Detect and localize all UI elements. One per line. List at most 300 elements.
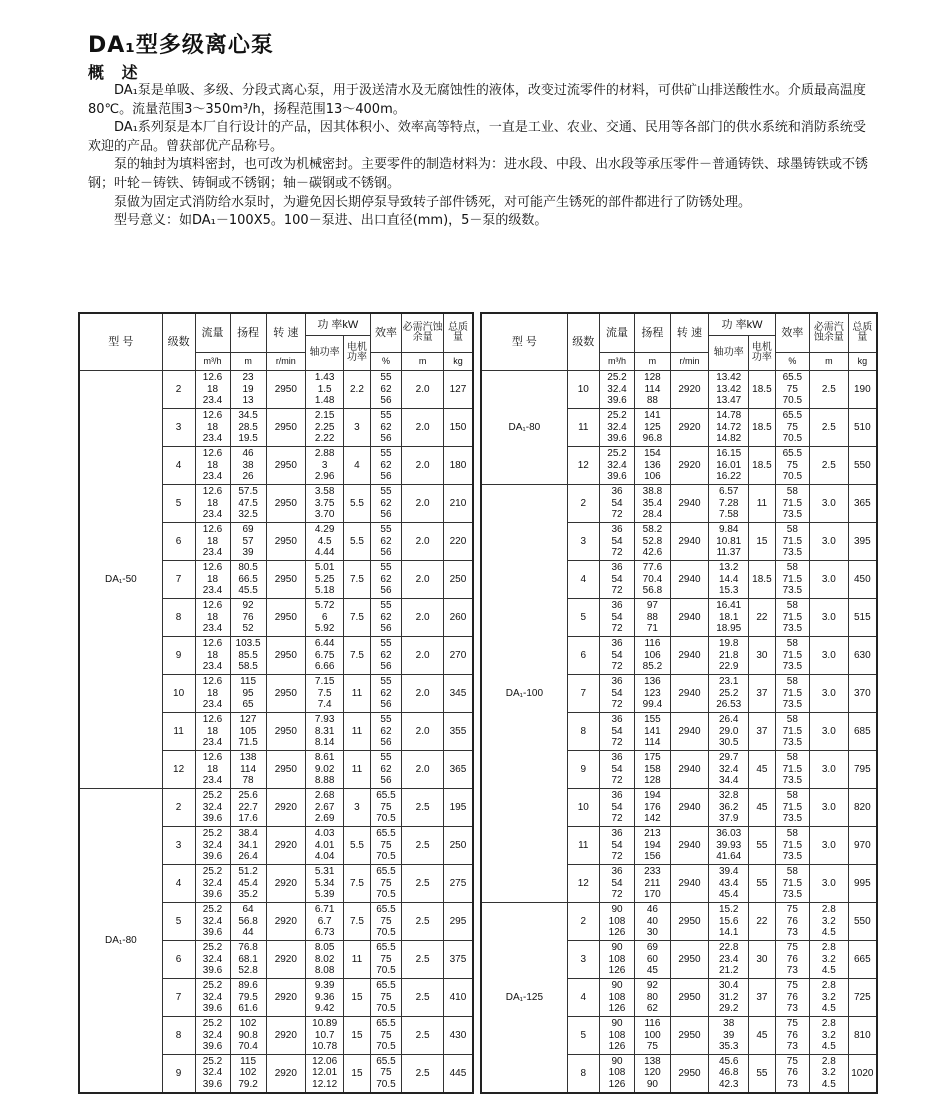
npsh-cell-value: 3.2 (821, 1067, 836, 1079)
stage-cell: 12 (567, 447, 599, 485)
speed-cell: 2950 (670, 1055, 709, 1093)
model-cell: DA₁-100 (481, 485, 567, 903)
flow-cell-value: 39.6 (202, 1041, 223, 1053)
speed-cell: 2940 (670, 599, 709, 637)
head-cell-value: 141 (644, 725, 661, 737)
shaft-power-cell (306, 1017, 344, 1055)
shaft-power-cell-value: 14.78 (716, 410, 742, 422)
efficiency-cell-value: 75 (380, 953, 392, 965)
flow-cell-value: 36 (611, 562, 623, 574)
flow-cell-value: 25.2 (202, 790, 223, 802)
head-cell (635, 789, 670, 827)
npsh-cell: 2.5 (402, 865, 444, 903)
shaft-power-cell-value: 23.4 (718, 953, 739, 965)
shaft-power-cell-value: 43.4 (718, 877, 739, 889)
head-cell (635, 1055, 670, 1093)
head-cell-value: 58.2 (642, 524, 663, 536)
flow-cell-value: 90 (611, 1055, 623, 1067)
unit-npsh: m (809, 353, 848, 371)
shaft-power-cell (709, 447, 749, 485)
efficiency-cell-value: 56 (380, 661, 392, 673)
flow-cell-value: 23.4 (202, 509, 223, 521)
efficiency-cell-value: 55 (380, 486, 392, 498)
efficiency-cell-value: 75 (380, 801, 392, 813)
head-cell-value: 62 (646, 1003, 658, 1015)
npsh-cell: 2.0 (402, 409, 444, 447)
shaft-power-cell (306, 637, 344, 675)
head-cell-value: 194 (644, 839, 661, 851)
efficiency-cell (775, 941, 809, 979)
efficiency-cell (775, 751, 809, 789)
head-cell-value: 155 (644, 714, 661, 726)
flow-cell (599, 485, 634, 523)
efficiency-cell-value: 62 (380, 459, 392, 471)
model-cell: DA₁-80 (481, 371, 567, 485)
efficiency-cell-value: 65.5 (376, 828, 396, 840)
shaft-power-cell (709, 637, 749, 675)
header-shaft-power: 轴功率 (709, 336, 749, 371)
efficiency-cell-value: 70.5 (376, 965, 396, 977)
npsh-cell-value: 2.8 (821, 980, 836, 992)
head-cell-value: 127 (239, 714, 257, 726)
efficiency-cell-value: 65.5 (782, 410, 803, 422)
mass-cell: 250 (443, 561, 473, 599)
flow-cell (599, 827, 634, 865)
unit-npsh: m (402, 353, 444, 371)
head-cell-value: 52 (242, 623, 254, 635)
speed-cell: 2950 (266, 713, 305, 751)
efficiency-cell (370, 447, 402, 485)
efficiency-cell-value: 73.5 (782, 699, 803, 711)
stage-cell: 3 (162, 409, 195, 447)
shaft-power-cell-value: 35.3 (718, 1041, 739, 1053)
head-cell (635, 409, 670, 447)
npsh-cell: 2.5 (809, 371, 848, 409)
flow-cell-value: 25.2 (202, 942, 223, 954)
shaft-power-cell-value: 45.6 (718, 1055, 739, 1067)
efficiency-cell-value: 62 (380, 649, 392, 661)
flow-cell (195, 485, 230, 523)
npsh-cell: 3.0 (809, 827, 848, 865)
efficiency-cell (370, 903, 402, 941)
shaft-power-cell (709, 675, 749, 713)
unit-efficiency: % (370, 353, 402, 371)
efficiency-cell (370, 675, 402, 713)
shaft-power-cell-value: 14.82 (716, 433, 742, 445)
shaft-power-cell-value: 4.01 (314, 839, 335, 851)
flow-cell (195, 827, 230, 865)
head-cell-value: 76.8 (238, 942, 258, 954)
stage-cell: 8 (567, 713, 599, 751)
flow-cell-value: 108 (608, 953, 626, 965)
shaft-power-cell-value: 2.22 (314, 433, 335, 445)
head-cell (635, 903, 670, 941)
shaft-power-cell (306, 447, 344, 485)
flow-cell-value: 23.4 (202, 661, 223, 673)
stage-cell: 6 (567, 637, 599, 675)
shaft-power-cell-value: 36.03 (716, 828, 742, 840)
head-cell-value: 80.5 (238, 562, 258, 574)
shaft-power-cell (709, 713, 749, 751)
flow-cell-value: 25.2 (607, 410, 627, 422)
flow-cell (195, 447, 230, 485)
mass-cell: 510 (848, 409, 877, 447)
mass-cell: 275 (443, 865, 473, 903)
efficiency-cell-value: 73.5 (782, 889, 803, 901)
flow-cell-value: 23.4 (202, 433, 223, 445)
shaft-power-cell-value: 15.6 (718, 915, 739, 927)
shaft-power-cell-value: 10.89 (312, 1018, 338, 1030)
shaft-power-cell (306, 599, 344, 637)
efficiency-cell (775, 1017, 809, 1055)
efficiency-cell-value: 65.5 (376, 942, 396, 954)
flow-cell (195, 599, 230, 637)
shaft-power-cell-value: 39.93 (716, 839, 742, 851)
npsh-cell: 2.5 (402, 979, 444, 1017)
flow-cell-value: 72 (611, 509, 623, 521)
head-cell-value: 19.5 (238, 433, 258, 445)
head-cell-value: 13 (242, 395, 254, 407)
head-cell (635, 1017, 670, 1055)
header-npsh: 必需汽蚀余量 (402, 313, 444, 353)
header-head: 扬程 (635, 313, 670, 353)
flow-cell (195, 713, 230, 751)
motor-power-cell: 5.5 (344, 827, 370, 865)
mass-cell: 725 (848, 979, 877, 1017)
efficiency-cell-value: 75 (380, 915, 392, 927)
flow-cell-value: 36 (611, 828, 623, 840)
head-cell (635, 371, 670, 409)
head-cell-value: 46 (646, 904, 658, 916)
header-flow: 流量 (599, 313, 634, 353)
efficiency-cell-value: 56 (380, 623, 392, 635)
efficiency-cell (775, 789, 809, 827)
head-cell (230, 675, 266, 713)
head-cell-value: 79.2 (238, 1079, 258, 1091)
shaft-power-cell-value: 7.15 (314, 676, 335, 688)
flow-cell (195, 1017, 230, 1055)
head-cell-value: 116 (644, 638, 661, 650)
efficiency-cell (775, 523, 809, 561)
shaft-power-cell-value: 6 (321, 611, 328, 623)
efficiency-cell-value: 71.5 (782, 763, 803, 775)
npsh-cell-value: 3.2 (821, 915, 836, 927)
shaft-power-cell-value: 13.47 (716, 395, 742, 407)
npsh-cell: 3.0 (809, 561, 848, 599)
efficiency-cell-value: 70.5 (782, 433, 803, 445)
shaft-power-cell-value: 8.14 (314, 737, 335, 749)
shaft-power-cell-value: 13.42 (716, 372, 742, 384)
head-cell (230, 903, 266, 941)
npsh-cell-value: 2.8 (821, 904, 836, 916)
efficiency-cell-value: 70.5 (376, 927, 396, 939)
head-cell (635, 561, 670, 599)
efficiency-cell (775, 561, 809, 599)
stage-cell: 10 (162, 675, 195, 713)
head-cell-value: 51.2 (238, 866, 258, 878)
model-cell: DA₁-80 (79, 789, 162, 1093)
speed-cell: 2920 (670, 409, 709, 447)
efficiency-cell-value: 75 (786, 421, 798, 433)
motor-power-cell: 2.2 (344, 371, 370, 409)
motor-power-cell: 30 (749, 637, 776, 675)
efficiency-cell-value: 73.5 (782, 775, 803, 787)
flow-cell-value: 36 (611, 866, 623, 878)
flow-cell-value: 23.4 (202, 471, 223, 483)
flow-cell-value: 25.2 (202, 1018, 223, 1030)
stage-cell: 8 (162, 599, 195, 637)
efficiency-cell-value: 73 (786, 965, 798, 977)
flow-cell-value: 32.4 (202, 839, 223, 851)
intro-text (88, 82, 878, 231)
mass-cell: 430 (443, 1017, 473, 1055)
head-cell-value: 56.8 (642, 585, 663, 597)
efficiency-cell-value: 55 (380, 410, 392, 422)
flow-cell-value: 72 (611, 585, 623, 597)
speed-cell: 2950 (266, 371, 305, 409)
efficiency-cell-value: 76 (786, 991, 798, 1003)
efficiency-cell-value: 55 (380, 638, 392, 650)
npsh-cell: 3.0 (809, 713, 848, 751)
efficiency-cell-value: 71.5 (782, 611, 803, 623)
efficiency-cell-value: 76 (786, 1029, 798, 1041)
flow-cell (195, 675, 230, 713)
npsh-cell: 3.0 (809, 485, 848, 523)
intro-paragraph: DA₁系列泵是本厂自行设计的产品，因其体积小、效率高等特点，一直是工业、农业、交通、民用等各部门的供水系统和消防系统受欢迎的产品。曾获部优产品称号。 (88, 120, 866, 154)
npsh-cell-value: 2.8 (821, 942, 836, 954)
npsh-cell: 3.0 (809, 637, 848, 675)
head-cell (230, 371, 266, 409)
flow-cell-value: 18 (206, 725, 219, 737)
head-cell (230, 789, 266, 827)
head-cell-value: 97 (646, 600, 658, 612)
shaft-power-cell-value: 6.71 (314, 904, 335, 916)
intro-paragraph: DA₁泵是单吸、多级、分段式离心泵，用于汲送清水及无腐蚀性的液体，改变过流零件的材料，可供矿山排送酸性水。介质最高温度80℃。流量范围3～350m³/h，扬程范围13～400m。 (88, 83, 866, 117)
flow-cell-value: 23.4 (202, 395, 223, 407)
efficiency-cell-value: 75 (786, 1055, 798, 1067)
flow-cell-value: 32.4 (202, 877, 223, 889)
head-cell (230, 1055, 266, 1093)
head-cell-value: 213 (644, 828, 661, 840)
efficiency-cell (775, 865, 809, 903)
flow-cell-value: 72 (611, 813, 623, 825)
shaft-power-cell (306, 561, 344, 599)
shaft-power-cell (306, 789, 344, 827)
efficiency-cell-value: 55 (380, 562, 392, 574)
spec-table-right (480, 312, 878, 1094)
shaft-power-cell-value: 4.04 (314, 851, 335, 863)
flow-cell-value: 18 (206, 459, 219, 471)
shaft-power-cell-value: 29.2 (718, 1003, 739, 1015)
shaft-power-cell-value: 8.88 (314, 775, 335, 787)
flow-cell-value: 25.2 (202, 828, 223, 840)
shaft-power-cell-value: 2.88 (314, 448, 335, 460)
efficiency-cell-value: 56 (380, 509, 392, 521)
efficiency-cell-value: 65.5 (376, 904, 396, 916)
shaft-power-cell-value: 5.31 (314, 866, 335, 878)
flow-cell-value: 12.6 (202, 752, 223, 764)
head-cell-value: 70.4 (642, 573, 663, 585)
efficiency-cell-value: 71.5 (782, 877, 803, 889)
efficiency-cell-value: 55 (380, 600, 392, 612)
flow-cell-value: 54 (611, 649, 623, 661)
shaft-power-cell-value: 2.67 (314, 801, 335, 813)
header-stages: 级数 (162, 313, 195, 371)
shaft-power-cell-value: 25.2 (718, 687, 739, 699)
shaft-power-cell-value: 39 (723, 1029, 735, 1041)
stage-cell: 3 (567, 523, 599, 561)
header-efficiency: 效率 (775, 313, 809, 353)
efficiency-cell (775, 675, 809, 713)
flow-cell-value: 54 (611, 763, 623, 775)
shaft-power-cell-value: 5.18 (314, 585, 335, 597)
mass-cell: 550 (848, 447, 877, 485)
shaft-power-cell-value: 41.64 (716, 851, 742, 863)
efficiency-cell-value: 58 (786, 524, 798, 536)
shaft-power-cell (306, 713, 344, 751)
speed-cell: 2920 (266, 789, 305, 827)
efficiency-cell-value: 56 (380, 585, 392, 597)
shaft-power-cell-value: 4.03 (314, 828, 335, 840)
shaft-power-cell-value: 13.42 (716, 383, 742, 395)
flow-cell-value: 72 (611, 737, 623, 749)
flow-cell-value: 18 (206, 649, 219, 661)
stage-cell: 9 (567, 751, 599, 789)
shaft-power-cell-value: 6.75 (314, 649, 335, 661)
flow-cell (599, 789, 634, 827)
efficiency-cell (370, 523, 402, 561)
npsh-cell: 2.5 (402, 1055, 444, 1093)
efficiency-cell (370, 637, 402, 675)
flow-cell-value: 25.2 (607, 372, 627, 384)
stage-cell: 2 (567, 485, 599, 523)
head-cell-value: 80 (646, 991, 658, 1003)
efficiency-cell-value: 62 (380, 421, 392, 433)
flow-cell-value: 25.2 (202, 980, 223, 992)
motor-power-cell: 11 (344, 751, 370, 789)
stage-cell: 10 (567, 789, 599, 827)
head-cell (635, 485, 670, 523)
head-cell-value: 95 (242, 687, 254, 699)
head-cell (230, 637, 266, 675)
shaft-power-cell-value: 37.9 (718, 813, 739, 825)
npsh-cell: 2.5 (809, 409, 848, 447)
efficiency-cell-value: 65.5 (376, 866, 396, 878)
speed-cell: 2950 (670, 903, 709, 941)
mass-cell: 550 (848, 903, 877, 941)
flow-cell-value: 72 (611, 623, 623, 635)
flow-cell-value: 18 (206, 535, 219, 547)
stage-cell: 11 (567, 409, 599, 447)
flow-cell-value: 39.6 (202, 889, 223, 901)
npsh-cell-value: 4.5 (821, 965, 836, 977)
head-cell-value: 22.7 (238, 801, 258, 813)
shaft-power-cell-value: 22.8 (718, 942, 739, 954)
efficiency-cell (775, 713, 809, 751)
flow-cell (599, 447, 634, 485)
npsh-cell (809, 941, 848, 979)
shaft-power-cell-value: 6.57 (718, 486, 739, 498)
efficiency-cell-value: 62 (380, 573, 392, 585)
efficiency-cell (775, 979, 809, 1017)
speed-cell: 2950 (266, 485, 305, 523)
efficiency-cell-value: 73.5 (782, 737, 803, 749)
speed-cell: 2950 (266, 447, 305, 485)
head-cell (635, 599, 670, 637)
head-cell-value: 194 (644, 790, 661, 802)
flow-cell-value: 25.2 (202, 904, 223, 916)
efficiency-cell-value: 73.5 (782, 509, 803, 521)
flow-cell-value: 39.6 (202, 851, 223, 863)
shaft-power-cell-value: 9.02 (314, 763, 335, 775)
shaft-power-cell-value: 5.01 (314, 562, 335, 574)
efficiency-cell-value: 70.5 (376, 889, 396, 901)
head-cell-value: 106 (644, 471, 661, 483)
table-row (79, 789, 473, 827)
head-cell-value: 138 (644, 1055, 661, 1067)
npsh-cell (809, 903, 848, 941)
mass-cell: 190 (848, 371, 877, 409)
motor-power-cell: 22 (749, 903, 776, 941)
head-cell-value: 19 (242, 383, 254, 395)
speed-cell: 2920 (670, 371, 709, 409)
shaft-power-cell (709, 827, 749, 865)
speed-cell: 2920 (266, 1017, 305, 1055)
mass-cell: 127 (443, 371, 473, 409)
flow-cell-value: 23.4 (202, 699, 223, 711)
head-cell (230, 599, 266, 637)
head-cell-value: 79.5 (238, 991, 258, 1003)
head-cell-value: 85.2 (642, 661, 663, 673)
npsh-cell: 2.5 (809, 447, 848, 485)
head-cell-value: 90 (646, 1079, 658, 1091)
shaft-power-cell-value: 11.37 (716, 547, 741, 559)
npsh-cell: 2.0 (402, 447, 444, 485)
flow-cell-value: 23.4 (202, 547, 223, 559)
efficiency-cell-value: 75 (380, 1029, 392, 1041)
npsh-cell: 2.5 (402, 1017, 444, 1055)
head-cell-value: 92 (646, 980, 658, 992)
header-speed: 转 速 (670, 313, 709, 353)
head-cell-value: 141 (644, 410, 661, 422)
shaft-power-cell (709, 409, 749, 447)
flow-cell (195, 789, 230, 827)
flow-cell-value: 36 (611, 752, 623, 764)
flow-cell (599, 865, 634, 903)
stage-cell: 3 (567, 941, 599, 979)
head-cell-value: 47.5 (238, 497, 258, 509)
efficiency-cell-value: 55 (380, 524, 392, 536)
head-cell-value: 88 (646, 611, 658, 623)
mass-cell: 270 (443, 637, 473, 675)
flow-cell-value: 39.6 (202, 813, 223, 825)
efficiency-cell-value: 71.5 (782, 573, 803, 585)
stage-cell: 2 (162, 789, 195, 827)
table-row (79, 371, 473, 409)
efficiency-cell-value: 73 (786, 1003, 798, 1015)
mass-cell: 685 (848, 713, 877, 751)
speed-cell: 2940 (670, 713, 709, 751)
header-motor-power: 电机功率 (344, 336, 370, 371)
efficiency-cell-value: 73.5 (782, 813, 803, 825)
shaft-power-cell-value: 5.72 (314, 600, 335, 612)
shaft-power-cell-value: 8.61 (314, 752, 335, 764)
mass-cell: 355 (443, 713, 473, 751)
shaft-power-cell-value: 5.25 (314, 573, 335, 585)
flow-cell-value: 72 (611, 661, 623, 673)
mass-cell: 970 (848, 827, 877, 865)
shaft-power-cell-value: 14.1 (718, 927, 739, 939)
